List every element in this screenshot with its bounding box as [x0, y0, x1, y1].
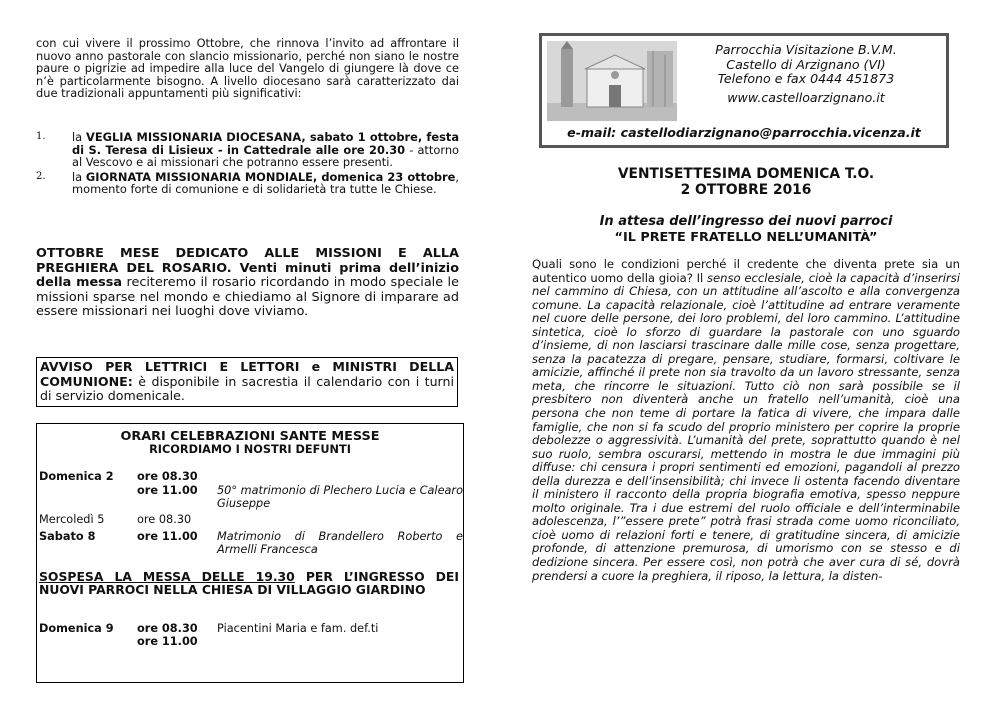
appointments-list	[36, 131, 459, 196]
list-item-bold: GIORNATA MISSIONARIA MONDIALE, domenica 23 ottobre	[85, 169, 456, 184]
mission-heading: OTTOBRE MESE DEDICATO ALLE MISSIONI E ALLA PREGHIERA DEL ROSARIO. Venti minuti prima dell’inizio della messa	[36, 246, 459, 291]
schedule-day: Mercoledì 5	[39, 513, 105, 526]
article-body-intro: Quali sono le condizioni perché il credente che diventa prete sia un autentico uomo della gioia? Il	[532, 257, 960, 285]
notice-heading: AVVISO PER LETTRICI E LETTORI e MINISTRI DELLA COMUNIONE:	[40, 359, 454, 389]
schedule-time: ore 08.30	[137, 622, 198, 635]
list-item	[36, 131, 459, 169]
schedule-day: Domenica 2	[39, 470, 114, 483]
cancelled-mass-notice	[39, 570, 459, 597]
church-icon	[547, 41, 677, 121]
parish-name: Parrocchia Visitazione B.V.M.	[715, 42, 897, 57]
parish-location: Castello di Arzignano (VI)	[726, 56, 886, 72]
list-item-text: , momento forte di comunione e di solidarietà tra tutte le Chiese.	[72, 169, 460, 197]
mission-text: reciteremo il rosario ricordando in modo speciale le missioni sparse nel mondo e chiediamo al Signore di imparare ad essere missionari nei luoghi dove viviamo.	[36, 275, 459, 320]
article-subtitle: In attesa dell’ingresso dei nuovi parroci	[599, 214, 893, 229]
schedule-subtitle: RICORDIAMO I NOSTRI DEFUNTI	[149, 443, 351, 456]
parish-email[interactable]: e-mail: castellodiarzignano@parrocchia.vicenza.it	[567, 125, 921, 140]
parish-website[interactable]: www.castelloarzignano.it	[727, 89, 885, 105]
schedule-time: ore 08.30	[137, 470, 198, 483]
schedule-day: Domenica 9	[39, 622, 114, 635]
church-image	[547, 41, 677, 121]
sunday-title: VENTISETTESIMA DOMENICA T.O.	[617, 166, 875, 182]
schedule-time: ore 11.00	[137, 635, 198, 648]
parish-header	[539, 33, 949, 148]
sunday-date: 2 OTTOBRE 2016	[680, 182, 812, 198]
parish-phone: Telefono e fax 0444 451873	[717, 71, 895, 87]
parish-info	[682, 43, 930, 105]
article-body	[532, 258, 960, 583]
schedule-day: Sabato 8	[39, 530, 96, 543]
cancelled-mass-text: PER L’INGRESSO DEI NUOVI PARROCI NELLA CHIESA DI VILLAGGIO GIARDINO	[39, 569, 459, 598]
list-item-text: - attorno al Vescovo e ai missionari che potranno essere presenti.	[72, 142, 460, 170]
list-item-prefix: la	[72, 130, 87, 144]
schedule-title: ORARI CELEBRAZIONI SANTE MESSE	[120, 429, 380, 444]
mission-paragraph	[36, 247, 459, 320]
list-number: 2.	[36, 170, 46, 182]
schedule-time: ore 08.30	[137, 513, 192, 526]
schedule-time: ore 11.00	[137, 484, 198, 497]
schedule-time: ore 11.00	[137, 530, 198, 543]
cancelled-mass-highlight: SOSPESA LA MESSA DELLE 19.30	[39, 569, 295, 584]
list-item-bold: VEGLIA MISSIONARIA DIOCESANA, sabato 1 ottobre, festa di S. Teresa di Lisieux - in Cattedrale alle ore 20.30	[72, 130, 459, 157]
list-item-prefix: la	[72, 169, 86, 184]
intro-paragraph: con cui vivere il prossimo Ottobre, che rinnova l’invito ad affrontare il nuovo anno pastorale con slancio missionario, perché non siano le nostre paure o pigrizie ad impedire alla luce del Vangelo di giungere là dove ce n’è particolarmente bisogno. A livello diocesano sarà caratterizzato dai due tradizionali appuntamenti più significativi:	[36, 36, 459, 101]
notice-box	[36, 357, 458, 407]
list-number: 1.	[36, 131, 46, 142]
article-title: “IL PRETE FRATELLO NELL’UMANITÀ”	[614, 230, 878, 245]
mass-schedule-box	[36, 423, 464, 683]
article-body-text: senso ecclesiale, cioè la capacità d’inserirsi nel cammino di Chiesa, con un attitudine all’ascolto e alla convergenza comune. La capacità relazionale, cioè l’attitudine ad entrare veramente nel cuore delle persone, dei loro problemi, del loro cammino. L’attitudine sintetica, cioè lo sforzo di guardare la pastorale con uno sguardo d’insieme, di non lasciarsi trascinare dalle mille cose, senza progettare, senza la pacatezza di pregare, pensare, studiare, formarsi, coltivare le amicizie, affinché il prete non sia travolto da un lavoro stressante, senza meta, che rincorre le situazioni. Tutto ciò non sarà possibile se il presbitero non diventerà anche un fratello nell’umanità, cioè una persona che non teme di portare la fatica di vivere, che impara dalle famiglie, che non si fa scudo del proprio ministero per coprire la proprie debolezze o aggressività. L’umanità del prete, soprattutto quando è nel suo ruolo, sembra oscurarsi, mettendo in mostra le due immagini più diffuse: chi censura i propri sentimenti ed emozioni, pagandoli al prezzo della durezza e dell’insensibilità; chi invece li ostenta facendo diventare il ministero il racconto della propria biografia emotiva, spesso neppure molto originale. Tra i due estremi del ruolo officiale e dell’interminabile adolescenza, l’”essere prete” potrà frasi strada come uomo riconciliato, cioè uomo di relazioni forti e tenere, di gratitudine sincera, di amicizie profonde, di attenzione premurosa, di umorismo con se stesso e di dedizione sincera. Per essere così, non potrà che aver cura di sé, dovrà prendersi a cuore la preghiera, il riposo, la lettura, la disten-	[532, 270, 960, 583]
notice-text: è disponibile in sacrestia il calendario con i turni di servizio domenicale.	[40, 373, 454, 404]
schedule-note: Matrimonio di Brandellero Roberto e Armelli Francesca	[217, 530, 463, 556]
list-item	[36, 171, 459, 196]
schedule-note: Piacentini Maria e fam. def.ti	[217, 622, 379, 635]
schedule-note: 50° matrimonio di Plechero Lucia e Calearo Giuseppe	[217, 484, 463, 510]
